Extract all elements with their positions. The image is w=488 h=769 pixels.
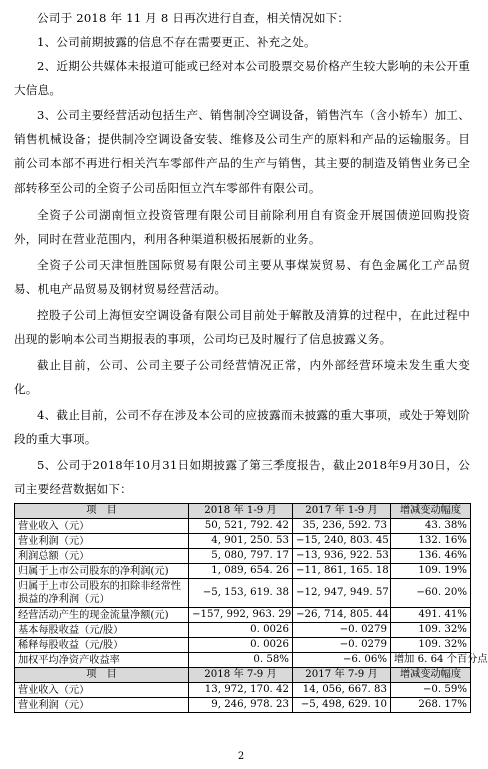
paragraph-subsidiary-shanghai: 控股子公司上海恒安空调设备有限公司目前处于解散及清算的过程中，在此过程中出现的影响本公司当期报表的事项，公司均已及时履行了信息披露义务。 <box>14 308 470 347</box>
value-2018: 5, 080, 797. 17 <box>189 549 293 564</box>
paragraph-intro: 公司于 2018 年 11 月 8 日再次进行自查，相关情况如下： <box>37 11 350 25</box>
paragraph-subsidiary-tianjin: 全资子公司天津恒胜国际贸易有限公司主要从事煤炭贸易、有色金属化工产品贸易、机电产品贸易及钢材贸易经营活动。 <box>14 258 470 297</box>
value-2018: −157, 992, 963. 29 <box>189 608 293 623</box>
value-change: 43. 38% <box>391 519 471 534</box>
value-2017: −6. 06% <box>293 653 391 668</box>
value-2017: 14, 056, 667. 83 <box>293 683 391 698</box>
table-row <box>15 564 471 579</box>
paragraph-operating-status: 截止目前，公司、公司主要子公司经营情况正常，内外部经营环境未发生重大变化。 <box>14 358 470 397</box>
table-row <box>15 638 471 653</box>
value-change: 109. 32% <box>391 638 471 653</box>
header-change: 增减变动幅度 <box>391 668 471 683</box>
value-2018: 0. 0026 <box>189 623 293 638</box>
row-label: 营业利润（元） <box>15 698 189 713</box>
value-2017: −11, 861, 165. 18 <box>293 564 391 579</box>
value-change: 136. 46% <box>391 549 471 564</box>
value-2017: −26, 714, 805. 44 <box>293 608 391 623</box>
header-2017-ytd: 2017 年 1-9 月 <box>293 504 391 519</box>
value-change: 132. 16% <box>391 534 471 549</box>
value-2017: −13, 936, 922. 53 <box>293 549 391 564</box>
header-2018-q3: 2018 年 7-9 月 <box>189 668 293 683</box>
row-label: 利润总额（元） <box>15 549 189 564</box>
page-number: 2 <box>237 751 245 762</box>
paragraph-item-2: 2、近期公共媒体未报道可能或已经对本公司股票交易价格产生较大影响的未公开重大信息。 <box>14 59 470 98</box>
value-change: 268. 17% <box>391 698 471 713</box>
value-2018: 0. 58% <box>189 653 293 668</box>
paragraph-item-4: 4、截止目前，公司不存在涉及本公司的应披露而未披露的重大事项，或处于筹划阶段的重大事项。 <box>14 408 470 447</box>
table-row <box>15 549 471 564</box>
table-row <box>15 683 471 698</box>
table-row <box>15 653 471 668</box>
value-2017: −0. 0279 <box>293 623 391 638</box>
value-change: −60. 20% <box>391 579 471 608</box>
value-2017: −12, 947, 949. 57 <box>293 579 391 608</box>
value-change: 增加 6. 64 个百分点 <box>391 653 471 668</box>
value-2018: −5, 153, 619. 38 <box>189 579 293 608</box>
header-2018-ytd: 2018 年 1-9 月 <box>189 504 293 519</box>
table-row <box>15 698 471 713</box>
row-label: 加权平均净资产收益率 <box>15 653 189 668</box>
value-change: −0. 59% <box>391 683 471 698</box>
table-row <box>15 608 471 623</box>
row-label: 归属于上市公司股东的扣除非经常性损益的净利润（元） <box>15 579 189 608</box>
financial-table-ytd <box>14 503 488 713</box>
value-2018: 1, 089, 654. 26 <box>189 564 293 579</box>
value-2018: 9, 246, 978. 23 <box>189 698 293 713</box>
row-label: 基本每股收益（元/股） <box>15 623 189 638</box>
value-2018: 4, 901, 250. 53 <box>189 534 293 549</box>
row-label: 稀释每股收益（元/股） <box>15 638 189 653</box>
header-item: 项 目 <box>15 504 189 519</box>
value-change: 109. 32% <box>391 623 471 638</box>
value-2018: 50, 521, 792. 42 <box>189 519 293 534</box>
table-row <box>15 623 471 638</box>
table-header-row-q3 <box>15 668 471 683</box>
value-change: 491. 41% <box>391 608 471 623</box>
value-change: 109. 19% <box>391 564 471 579</box>
paragraph-subsidiary-hunan: 全资子公司湖南恒立投资管理有限公司目前除利用自有资金开展国债逆回购投资外，同时在营业范围内，利用各种渠道积极拓展新的业务。 <box>14 208 470 247</box>
row-label: 归属于上市公司股东的净利润(元) <box>15 564 189 579</box>
table-row <box>15 579 471 608</box>
row-label: 营业收入（元） <box>15 519 189 534</box>
value-2017: −15, 240, 803. 45 <box>293 534 391 549</box>
header-item: 项 目 <box>15 668 189 683</box>
value-2017: 35, 236, 592. 73 <box>293 519 391 534</box>
table-row <box>15 534 471 549</box>
header-change: 增减变动幅度 <box>391 504 471 519</box>
row-label: 经营活动产生的现金流量净额(元) <box>15 608 189 623</box>
paragraph-item-5: 5、公司于2018年10月31日如期披露了第三季度报告，截止2018年9月30日，公司主要经营数据如下： <box>14 458 470 497</box>
value-2018: 0. 0026 <box>189 638 293 653</box>
paragraph-item-1: 1、公司前期披露的信息不存在需要更正、补充之处。 <box>37 35 316 49</box>
value-2017: −0. 0279 <box>293 638 391 653</box>
value-2018: 13, 972, 170. 42 <box>189 683 293 698</box>
table-header-row <box>15 504 471 519</box>
row-label: 营业利润（元） <box>15 534 189 549</box>
row-label: 营业收入（元） <box>15 683 189 698</box>
paragraph-item-3: 3、公司主要经营活动包括生产、销售制冷空调设备，销售汽车（含小轿车）加工、销售机械设备；提供制冷空调设备安装、维修及公司生产的原料和产品的运输服务。目前公司本部不再进行相关汽车零部件产品的生产与销售，其主要的制造及销售业务已全部转移至公司的全资子公司岳阳恒立汽车零部件有限公司。 <box>14 108 470 195</box>
value-2017: −5, 498, 629. 10 <box>293 698 391 713</box>
table-row <box>15 519 471 534</box>
header-2017-q3: 2017 年 7-9 月 <box>293 668 391 683</box>
